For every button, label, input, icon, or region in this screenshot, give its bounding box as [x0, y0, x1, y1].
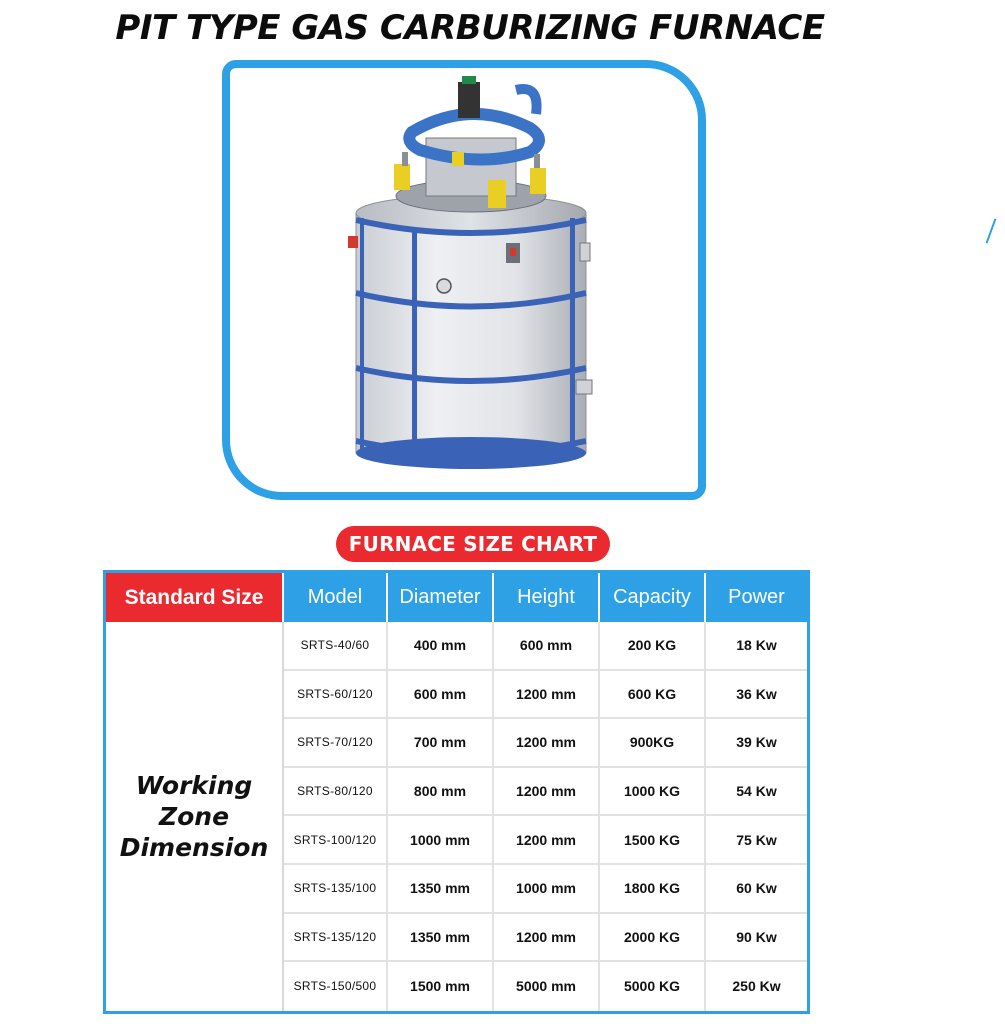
table-row — [284, 962, 807, 1011]
cell-height: 1200 mm — [494, 671, 600, 718]
cell-model: SRTS-60/120 — [284, 671, 388, 718]
header-height: Height — [494, 573, 600, 622]
table-row — [284, 914, 807, 963]
cell-diameter: 1500 mm — [388, 962, 494, 1011]
cell-capacity: 900KG — [600, 719, 706, 766]
cell-model: SRTS-70/120 — [284, 719, 388, 766]
cell-model: SRTS-40/60 — [284, 622, 388, 669]
table-header-row — [106, 573, 807, 622]
cell-height: 5000 mm — [494, 962, 600, 1011]
table-row — [284, 719, 807, 768]
cell-power: 36 Kw — [736, 685, 777, 702]
cell-power: 60 Kw — [736, 880, 777, 897]
cell-capacity: 1000 KG — [600, 768, 706, 815]
row-group-label-line: Working — [135, 771, 253, 800]
table-body — [284, 622, 807, 1011]
cell-power: 39 Kw — [736, 734, 777, 751]
product-image-frame — [222, 60, 706, 500]
cell-diameter: 1350 mm — [388, 914, 494, 961]
cell-diameter: 800 mm — [388, 768, 494, 815]
header-power: Power — [706, 573, 807, 622]
cell-power: 250 Kw — [732, 978, 781, 995]
cell-capacity: 200 KG — [600, 622, 706, 669]
page-title: PIT TYPE GAS CARBURIZING FURNACE — [115, 8, 825, 48]
cell-height: 600 mm — [494, 622, 600, 669]
decorative-stroke — [986, 218, 997, 243]
cell-capacity: 2000 KG — [600, 914, 706, 961]
size-chart-table — [103, 570, 810, 1014]
cell-diameter: 1000 mm — [388, 816, 494, 863]
header-standard-size: Standard Size — [106, 573, 284, 622]
header-model: Model — [284, 573, 388, 622]
chart-heading-badge: FURNACE SIZE CHART — [336, 526, 610, 562]
cell-height: 1200 mm — [494, 816, 600, 863]
cell-diameter: 400 mm — [388, 622, 494, 669]
cell-power: 54 Kw — [736, 783, 777, 800]
cell-diameter: 700 mm — [388, 719, 494, 766]
cell-power: 18 Kw — [736, 637, 777, 654]
cell-diameter: 600 mm — [388, 671, 494, 718]
cell-model: SRTS-150/500 — [284, 962, 388, 1011]
cell-model: SRTS-100/120 — [284, 816, 388, 863]
cell-capacity: 5000 KG — [600, 962, 706, 1011]
cell-capacity: 1500 KG — [600, 816, 706, 863]
cell-power: 90 Kw — [736, 928, 777, 945]
cell-height: 1000 mm — [494, 865, 600, 912]
row-group-label-line: Dimension — [119, 833, 269, 862]
cell-diameter: 1350 mm — [388, 865, 494, 912]
row-group-label — [106, 622, 284, 1011]
cell-capacity: 1800 KG — [600, 865, 706, 912]
table-row — [284, 671, 807, 720]
table-row — [284, 816, 807, 865]
cell-model: SRTS-135/120 — [284, 914, 388, 961]
header-capacity: Capacity — [600, 573, 706, 622]
cell-model: SRTS-80/120 — [284, 768, 388, 815]
cell-height: 1200 mm — [494, 768, 600, 815]
table-row — [284, 865, 807, 914]
cell-capacity: 600 KG — [600, 671, 706, 718]
cell-height: 1200 mm — [494, 719, 600, 766]
cell-power: 75 Kw — [736, 831, 777, 848]
table-row — [284, 622, 807, 671]
cell-model: SRTS-135/100 — [284, 865, 388, 912]
table-row — [284, 768, 807, 817]
row-group-label-line: Zone — [158, 802, 230, 831]
cell-height: 1200 mm — [494, 914, 600, 961]
header-diameter: Diameter — [388, 573, 494, 622]
furnace-illustration — [230, 68, 698, 492]
